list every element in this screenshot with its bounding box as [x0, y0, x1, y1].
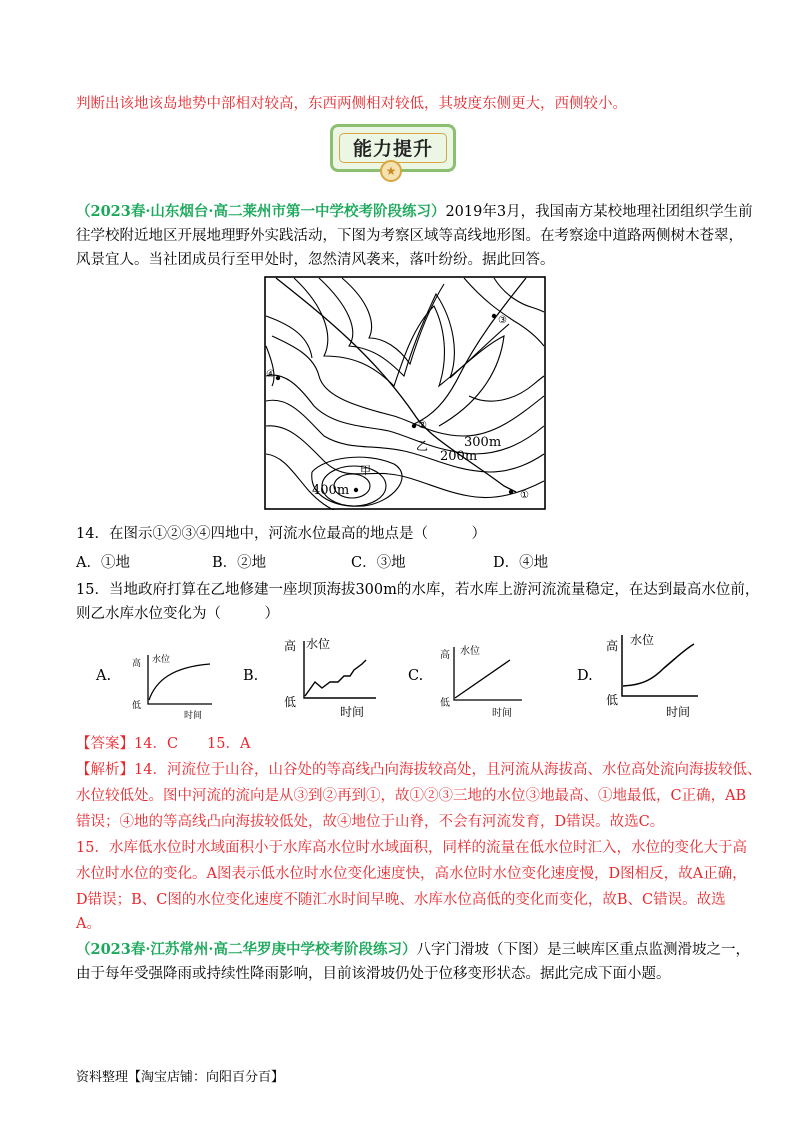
question-intro-1: （2023春·山东烟台·高二莱州市第一中学校考阶段练习）2019年3月，我国南方某校地理社团组织学生前	[76, 203, 753, 220]
point-1-label: ①	[520, 490, 529, 501]
svg-text:低: 低	[606, 693, 619, 707]
svg-text:时间: 时间	[666, 705, 691, 719]
analysis-line-3: 错误；④地的等高线凸向海拔较低处，故④地位于山脊，不会有河流发育，D错误。故选C。	[76, 814, 665, 830]
svg-text:高: 高	[132, 659, 142, 669]
analysis-line-1: 【解析】14．河流位于山谷，山谷处的等高线凸向海拔较高处，且河流从海拔高、水位高处流向海拔较低、	[76, 762, 762, 778]
yi-label: 乙	[416, 439, 429, 453]
graph-a	[128, 650, 218, 722]
question-source-2: （2023春·江苏常州·高二华罗庚中学校考阶段练习）	[76, 941, 417, 958]
svg-text:时间: 时间	[340, 705, 365, 719]
question-15-stem-line2: 则乙水库水位变化为（ ）	[76, 606, 279, 622]
graph-c	[438, 642, 528, 720]
section-badge	[330, 124, 460, 182]
q15-option-c[interactable]: C.	[408, 668, 424, 684]
svg-text:高: 高	[284, 639, 297, 653]
question-source-1: （2023春·山东烟台·高二莱州市第一中学校考阶段练习）	[76, 203, 446, 220]
analysis-line-5: 水位时水位的变化。A图表示低水位时水位变化速度快，高水位时水位变化速度慢，D图相反，故A正确，	[76, 866, 747, 882]
footer-text: 资料整理【淘宝店铺：向阳百分百】	[76, 1070, 285, 1085]
point-4-label: ④	[266, 369, 275, 380]
analysis-line-4: 15．水库低水位时水域面积小于水库高水位时水域面积，同样的流量在低水位时汇入，水位的变化大于高	[76, 840, 747, 856]
question-15-stem-line1: 15．当地政府打算在乙地修建一座坝顶海拔300m的水库，若水库上游河流流量稳定，在达到最高水位前，	[76, 582, 760, 598]
svg-text:高: 高	[606, 639, 619, 653]
svg-text:时间: 时间	[184, 711, 203, 721]
analysis-line-6: D错误；B、C图的水位变化速度不随汇水时间早晚、水库水位高低的变化而变化，故B、C错误。故选	[76, 892, 726, 908]
answer-line: 【答案】14．C 15．A	[76, 736, 251, 752]
intro-line: 判断出该地该岛地势中部相对较高，东西两侧相对较低，其坡度东侧更大，西侧较小。	[76, 96, 627, 112]
q15-option-a[interactable]: A.	[96, 668, 112, 684]
svg-text:低: 低	[284, 695, 297, 709]
contour-400m-label: 400m	[312, 483, 350, 498]
svg-text:高: 高	[440, 650, 450, 661]
badge-title: 能力提升	[352, 138, 433, 160]
q15-option-b[interactable]: B.	[243, 668, 259, 684]
svg-text:低: 低	[440, 698, 450, 709]
q14-option-a[interactable]: A．①地	[76, 555, 130, 571]
svg-text:水位: 水位	[630, 633, 655, 647]
svg-text:时间: 时间	[492, 708, 512, 719]
analysis-line-7: A。	[76, 916, 101, 932]
point-2-label: ②	[418, 420, 427, 431]
graph-d	[604, 630, 704, 722]
svg-text:低: 低	[132, 701, 142, 711]
question-intro-1-line3: 风景宜人。当社团成员行至甲处时，忽然清风袭来，落叶纷纷。据此回答。	[76, 252, 555, 268]
analysis-line-2: 水位较低处。图中河流的流向是从③到②再到①，故①②③三地的水位③地最高、①地最低，C正确，AB	[76, 788, 747, 804]
svg-text:水位: 水位	[152, 655, 171, 665]
q14-option-d[interactable]: D．④地	[493, 555, 549, 571]
jia-label: 甲	[360, 464, 371, 477]
q14-option-b[interactable]: B．②地	[212, 555, 267, 571]
contour-map	[264, 276, 546, 510]
q15-option-d[interactable]: D.	[577, 668, 593, 684]
question-14-stem: 14．在图示①②③④四地中，河流水位最高的地点是（ ）	[76, 526, 486, 542]
svg-text:水位: 水位	[460, 646, 480, 657]
contour-300m-label: 300m	[464, 435, 502, 450]
question-intro-2: （2023春·江苏常州·高二华罗庚中学校考阶段练习）八字门滑坡（下图）是三峡库区重点监测滑坡之一，	[76, 941, 750, 958]
q14-option-c[interactable]: C．③地	[351, 555, 406, 571]
graph-b	[280, 636, 380, 722]
question-intro-1-line2: 往学校附近地区开展地理野外实践活动，下图为考察区域等高线地形图。在考察途中道路两侧树木苍翠，	[76, 228, 743, 244]
star-icon: ★	[380, 160, 402, 182]
svg-text:水位: 水位	[306, 637, 331, 651]
point-3-label: ③	[498, 315, 507, 326]
contour-200m-label: 200m	[440, 449, 478, 464]
question-intro-2-line2: 由于每年受强降雨或持续性降雨影响，目前该滑坡仍处于位移变形状态。据此完成下面小题。	[76, 966, 671, 982]
